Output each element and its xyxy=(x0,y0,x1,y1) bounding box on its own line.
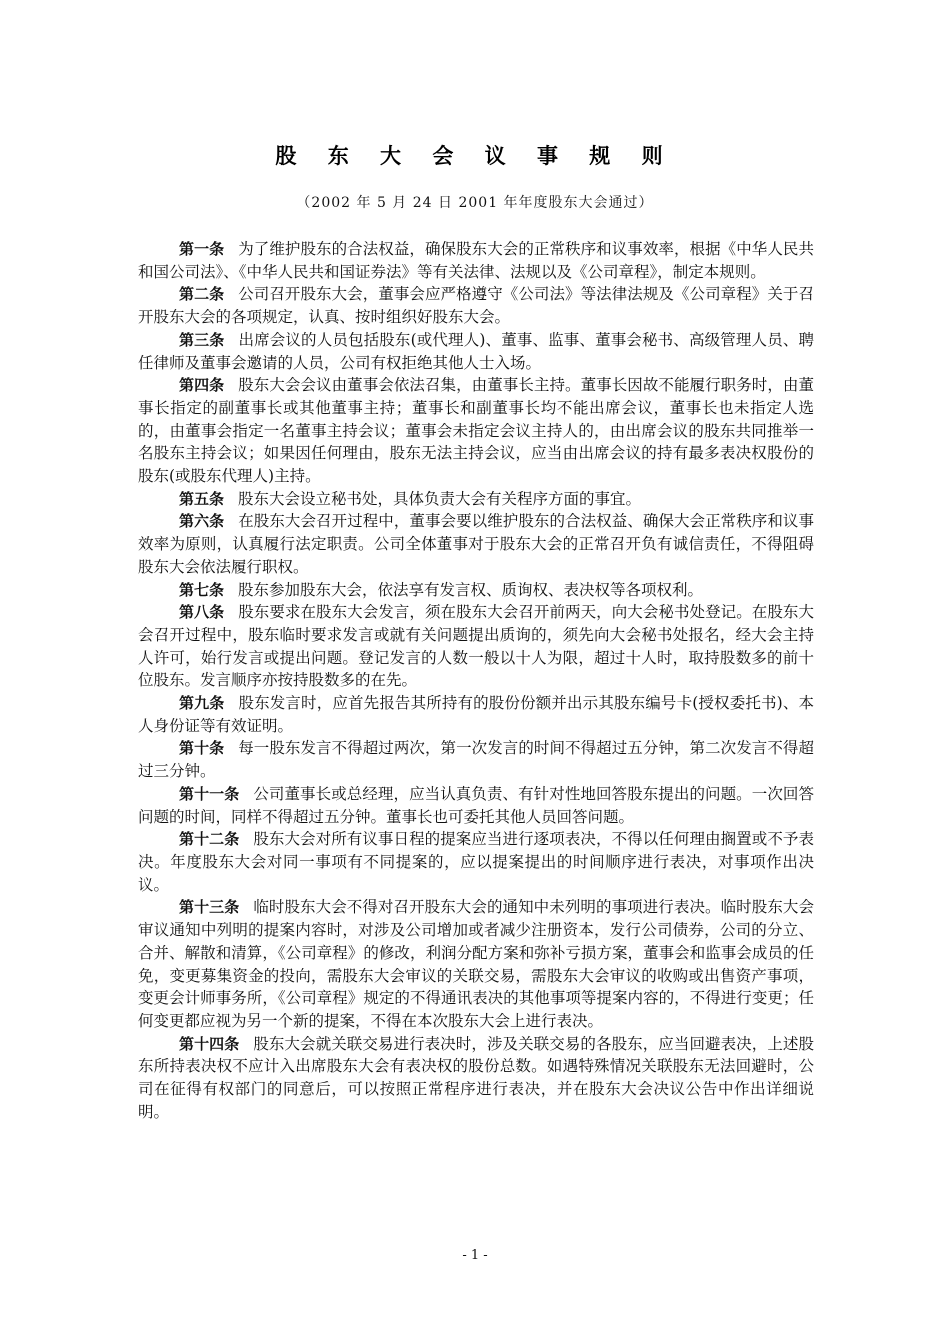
article-number: 第五条 xyxy=(179,489,225,508)
article-3 xyxy=(138,329,814,374)
article-number: 第八条 xyxy=(179,603,225,622)
article-number: 第三条 xyxy=(179,330,225,349)
article-text: 股东大会对所有议事日程的提案应当进行逐项表决，不得以任何理由搁置或不予表决。年度股东大会对同一事项有不同提案的，应以提案提出的时间顺序进行表决，对事项作出决议。 xyxy=(138,830,814,894)
article-text: 临时股东大会不得对召开股东大会的通知中未列明的事项进行表决。临时股东大会审议通知中列明的提案内容时，对涉及公司增加或者减少注册资本，发行公司债券，公司的分立、合并、解散和清算，《公司章程》的修改，利润分配方案和弥补亏损方案，董事会和监事会成员的任免，变更募集资金的投向，需股东大会审议的关联交易，需股东大会审议的收购或出售资产事项，变更会计师事务所，《公司章程》规定的不得通讯表决的其他事项等提案内容的，不得进行变更；任何变更都应视为另一个新的提案，不得在本次股东大会上进行表决。 xyxy=(138,898,814,1030)
article-4 xyxy=(138,374,814,488)
article-12 xyxy=(138,828,814,896)
article-number: 第六条 xyxy=(179,512,225,531)
article-text: 股东参加股东大会，依法享有发言权、质询权、表决权等各项权利。 xyxy=(238,580,704,599)
article-text: 每一股东发言不得超过两次，第一次发言的时间不得超过五分钟，第二次发言不得超过三分钟。 xyxy=(138,739,814,781)
article-number: 第九条 xyxy=(179,694,225,713)
article-number: 第十条 xyxy=(179,739,225,758)
article-number: 第七条 xyxy=(179,580,225,599)
document-title: 股 东 大 会 议 事 规 则 xyxy=(275,144,675,168)
article-text: 股东大会设立秘书处，具体负责大会有关程序方面的事宜。 xyxy=(238,489,642,508)
article-number: 第十四条 xyxy=(179,1034,240,1053)
article-text: 股东大会就关联交易进行表决时，涉及关联交易的各股东，应当回避表决，上述股东所持表决权不应计入出席股东大会有表决权的股份总数。如遇特殊情况关联股东无法回避时，公司在征得有权部门的同意后，可以按照正常程序进行表决，并在股东大会决议公告中作出详细说明。 xyxy=(138,1034,814,1121)
article-text: 为了维护股东的合法权益，确保股东大会的正常秩序和议事效率，根据《中华人民共和国公司法》、《中华人民共和国证券法》等有关法律、法规以及《公司章程》，制定本规则。 xyxy=(138,240,814,281)
article-11 xyxy=(138,783,814,828)
article-number: 第十二条 xyxy=(179,830,240,849)
article-2 xyxy=(138,283,814,328)
article-number: 第十三条 xyxy=(179,898,240,917)
article-number: 第十一条 xyxy=(179,784,240,803)
article-text: 在股东大会召开过程中，董事会要以维护股东的合法权益、确保大会正常秩序和议事效率为原则，认真履行法定职责。公司全体董事对于股东大会的正常召开负有诚信责任，不得阻碍股东大会依法履行职权。 xyxy=(138,512,814,576)
article-8 xyxy=(138,601,814,692)
article-text: 股东要求在股东大会发言，须在股东大会召开前两天，向大会秘书处登记。在股东大会召开过程中，股东临时要求发言或就有关问题提出质询的，须先向大会秘书处报名，经大会主持人许可，始行发言或提出问题。登记发言的人数一般以十人为限，超过十人时，取持股数多的前十位股东。发言顺序亦按持股数多的在先。 xyxy=(138,603,814,690)
page-number: - 1 - xyxy=(462,1248,488,1263)
article-text: 股东大会会议由董事会依法召集，由董事长主持。董事长因故不能履行职务时，由董事长指定的副董事长或其他董事主持；董事长和副董事长均不能出席会议，董事长也未指定人选的，由董事会指定一名董事主持会议；董事会未指定会议主持人的，由出席会议的股东共同推举一名股东主持会议；如果因任何理由，股东无法主持会议，应当由出席会议的持有最多表决权股份的股东(或股东代理人)主持。 xyxy=(138,376,814,486)
article-6 xyxy=(138,510,814,578)
article-10 xyxy=(138,737,814,782)
article-number: 第一条 xyxy=(179,240,225,258)
article-14 xyxy=(138,1033,814,1124)
article-9 xyxy=(138,692,814,737)
document-body xyxy=(138,238,814,1123)
article-text: 公司董事长或总经理，应当认真负责、有针对性地回答股东提出的问题。一次回答问题的时间，同样不得超过五分钟。董事长也可委托其他人员回答问题。 xyxy=(138,784,814,826)
article-1 xyxy=(138,238,814,283)
article-number: 第二条 xyxy=(179,285,225,304)
article-text: 公司召开股东大会，董事会应严格遵守《公司法》等法律法规及《公司章程》关于召开股东大会的各项规定，认真、按时组织好股东大会。 xyxy=(138,285,814,327)
article-text: 出席会议的人员包括股东(或代理人)、董事、监事、董事会秘书、高级管理人员、聘任律师及董事会邀请的人员，公司有权拒绝其他人士入场。 xyxy=(138,330,814,372)
article-text: 股东发言时，应首先报告其所持有的股份份额并出示其股东编号卡(授权委托书)、本人身份证等有效证明。 xyxy=(138,694,814,735)
document-subtitle: （2002 年 5 月 24 日 2001 年年度股东大会通过） xyxy=(296,195,654,211)
article-7 xyxy=(138,579,814,602)
article-number: 第四条 xyxy=(179,376,225,395)
article-5 xyxy=(138,488,814,511)
article-13 xyxy=(138,896,814,1032)
